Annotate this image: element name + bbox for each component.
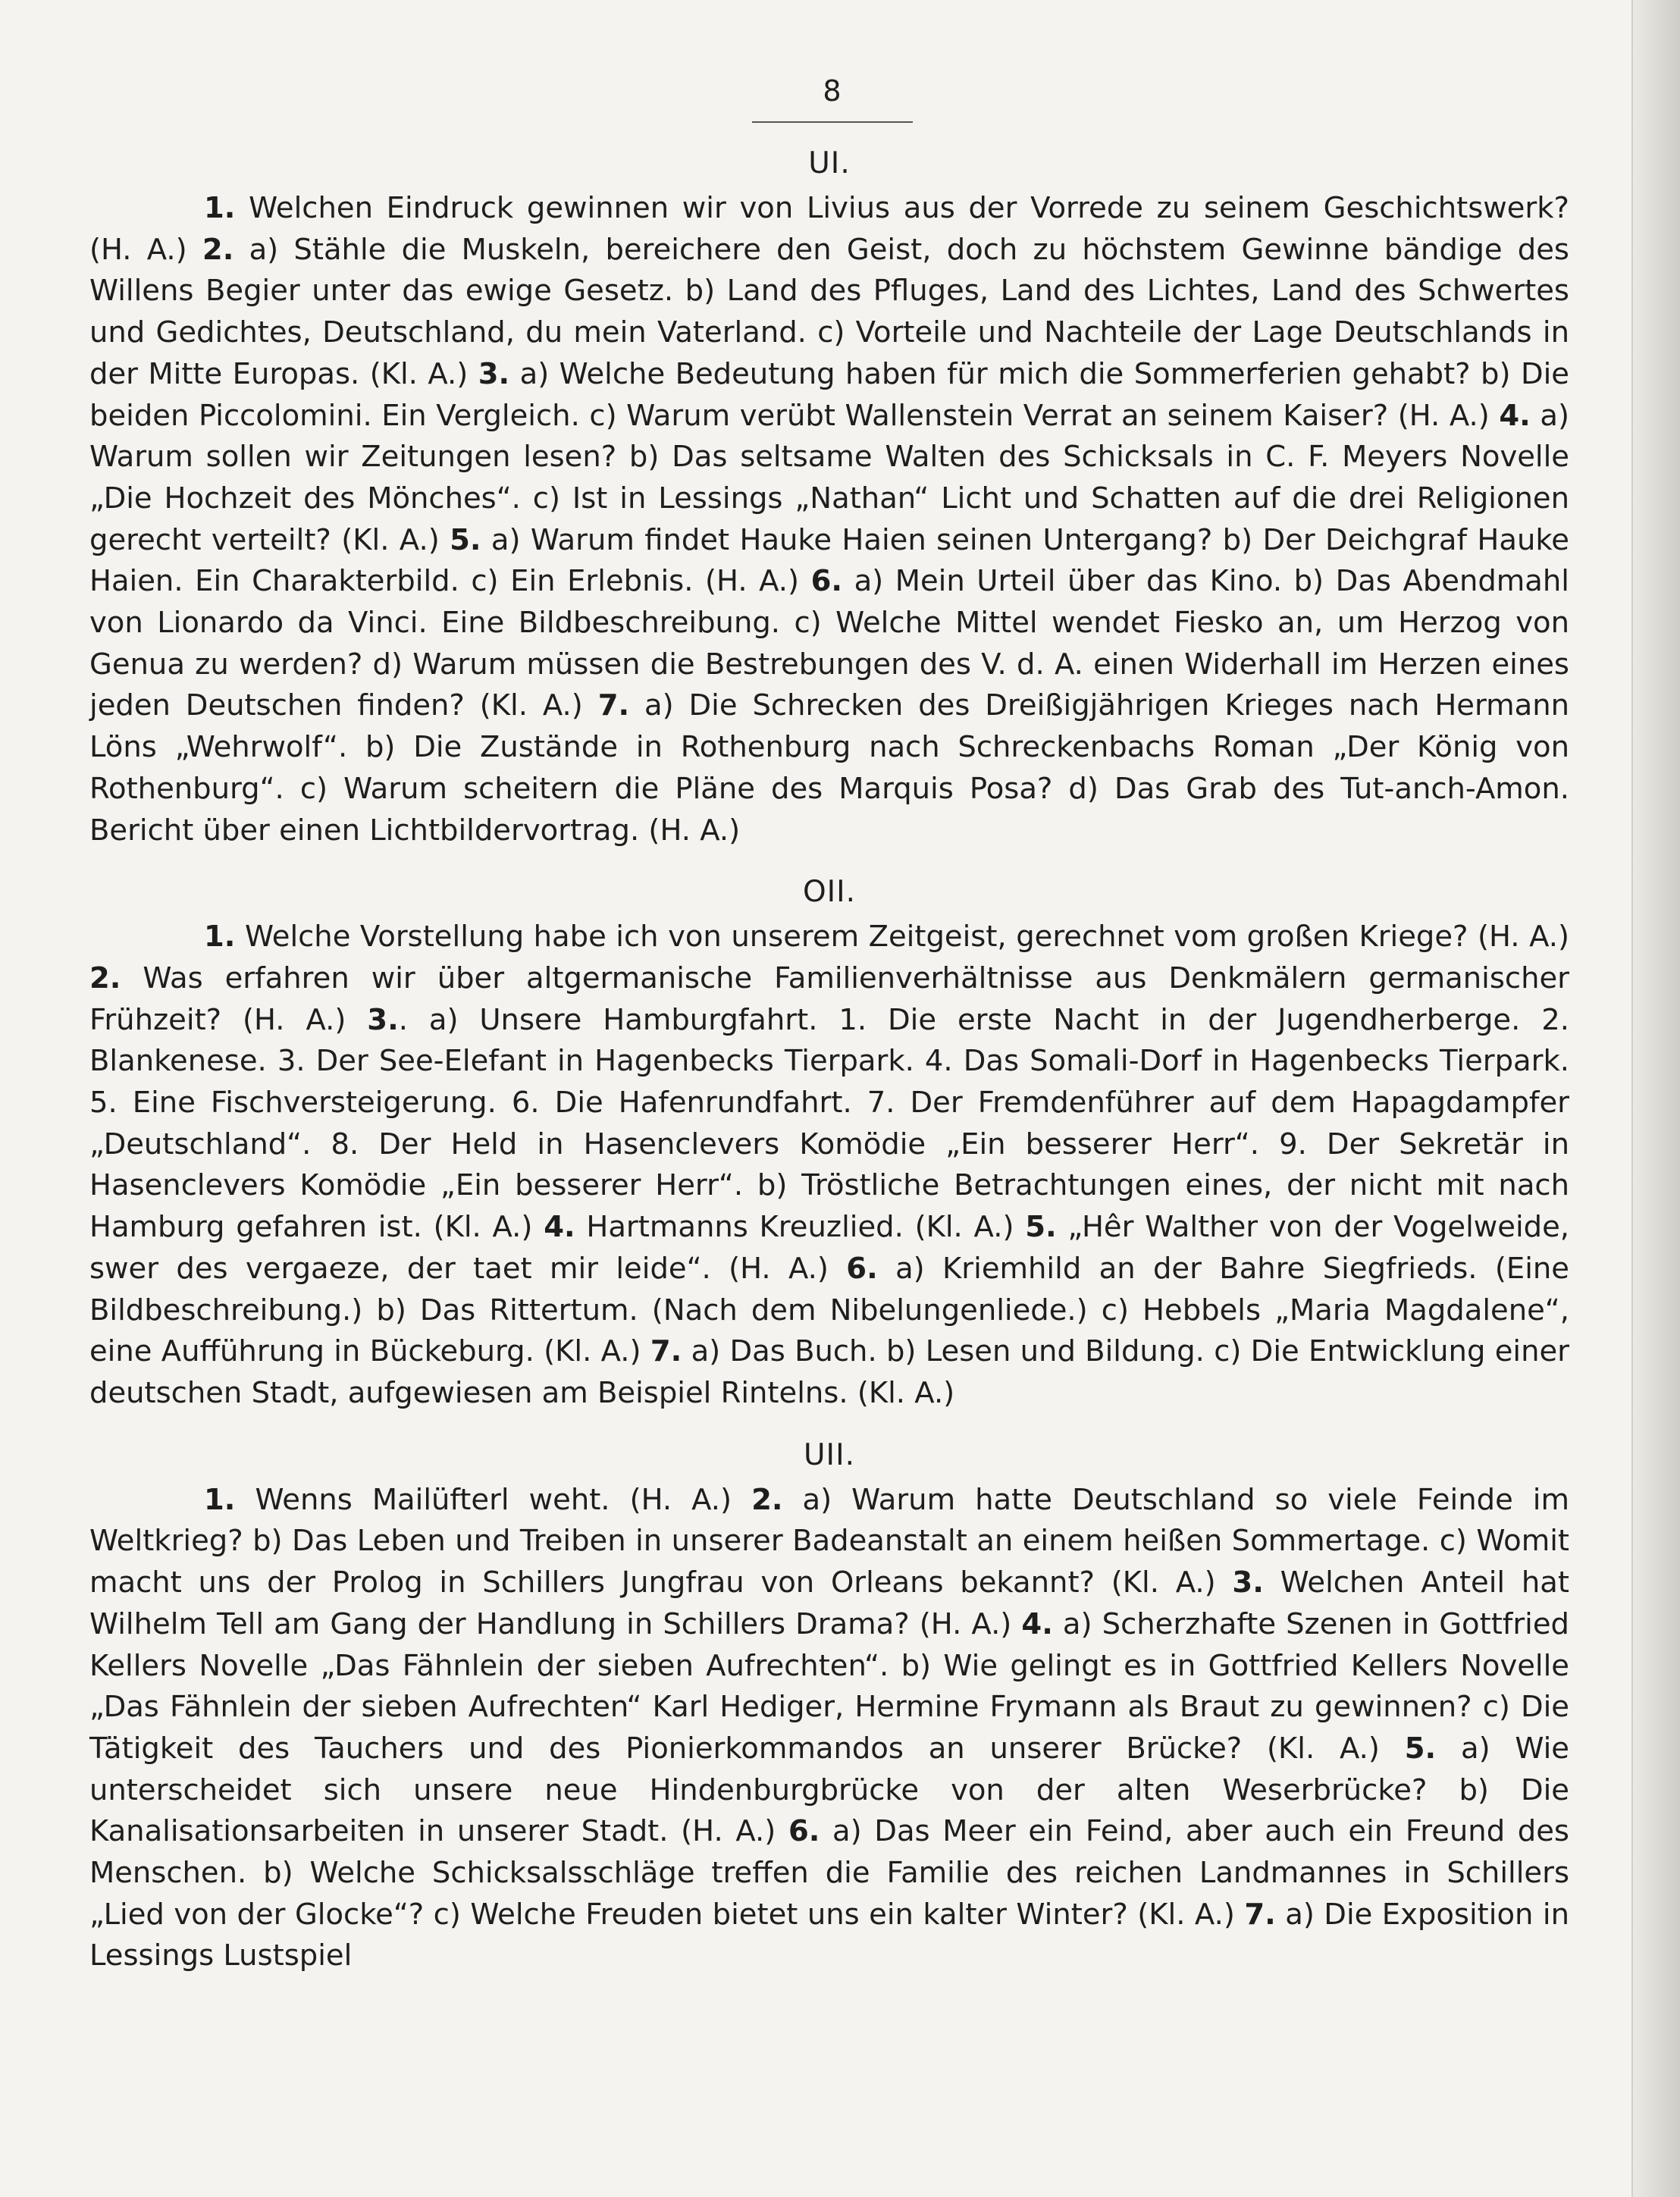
topic-number: 2. xyxy=(751,1482,783,1517)
topic-text: a) Das Meer ein Feind, aber auch ein Freund des Menschen. b) Welche Schicksalsschläge treffen die Familie des reichen Landmannes in Schillers „Lied von der Glocke“? c) Welche Freuden bietet uns ein kalter Winter? (Kl. A.) xyxy=(89,1814,1569,1932)
topic-item xyxy=(204,1483,751,1517)
topic-text: a) Das Buch. b) Lesen und Bildung. c) Die Entwicklung einer deutschen Stadt, aufgewiesen am Beispiel Rintelns. (Kl. A.) xyxy=(89,1334,1569,1410)
topic-number: 7. xyxy=(597,688,630,723)
page-number: 8 xyxy=(823,74,842,108)
section-body xyxy=(89,188,1569,851)
topic-number: 2. xyxy=(89,961,121,995)
topic-number: 5. xyxy=(1025,1210,1057,1245)
section-heading: UI. xyxy=(808,146,851,180)
topic-number: 3. xyxy=(478,356,510,391)
topic-number: 1. xyxy=(204,191,236,225)
topic-text: a) Warum sollen wir Zeitungen lesen? b) Das seltsame Walten des Schicksals in C. F. Meyers Novelle „Die Hochzeit des Mönches“. c) Ist in Lessings „Nathan“ Licht und Schatten auf die drei Religionen gerecht verteilt? (Kl. A.) xyxy=(89,398,1570,557)
topic-number: 6. xyxy=(846,1251,878,1286)
topic-text: Welchen Eindruck gewinnen wir von Livius aus der Vorrede zu seinem Geschichtswerk? (H. A.) xyxy=(89,191,1569,267)
topic-number: 3. xyxy=(367,1002,399,1037)
page-edge-shadow xyxy=(1631,0,1680,2197)
topic-item xyxy=(89,1003,1569,1245)
topic-item xyxy=(204,920,1569,954)
section-body xyxy=(89,1480,1569,1977)
section-uii xyxy=(89,1433,1569,1977)
topic-text: a) Mein Urteil über das Kino. b) Das Abendmahl von Lionardo da Vinci. Eine Bildbeschreibung. c) Welche Mittel wendet Fiesko an, um Herzog von Genua zu werden? d) Warum müssen die Bestrebungen des V. d. A. einen Widerhall im Herzen eines jeden Deutschen finden? (Kl. A.) xyxy=(89,564,1569,723)
topic-number: 7. xyxy=(650,1334,682,1369)
topic-text: a) Warum findet Hauke Haien seinen Untergang? b) Der Deichgraf Hauke Haien. Ein Charakterbild. c) Ein Erlebnis. (H. A.) xyxy=(89,522,1569,599)
topic-number: 4. xyxy=(544,1210,575,1245)
topic-number: 2. xyxy=(202,232,234,267)
topic-text: Was erfahren wir über altgermanische Familienverhältnisse aus Denkmälern germanischer Frühzeit? (H. A.) xyxy=(89,961,1569,1037)
topic-number: 6. xyxy=(810,564,843,599)
topic-text: a) Welche Bedeutung haben für mich die Sommerferien gehabt? b) Die beiden Piccolomini. Ein Vergleich. c) Warum verübt Wallenstein Verrat an seinem Kaiser? (H. A.) xyxy=(89,356,1569,433)
topic-number: 6. xyxy=(788,1814,820,1849)
section-body xyxy=(89,917,1569,1414)
topic-text: Welche Vorstellung habe ich von unserem Zeitgeist, gerechnet vom großen Kriege? (H. A.) xyxy=(235,920,1569,954)
topic-number: 1. xyxy=(204,920,236,954)
topic-text: a) Kriemhild an der Bahre Siegfrieds. (Eine Bildbeschreibung.) b) Das Rittertum. (Nach dem Nibelungenliede.) c) Hebbels „Maria Magdalene“, eine Aufführung in Bückeburg. (Kl. A.) xyxy=(89,1251,1569,1369)
topic-text: a) Stähle die Muskeln, bereichere den Geist, doch zu höchstem Gewinne bändige des Willens Begier unter das ewige Gesetz. b) Land des Pfluges, Land des Lichtes, Land des Schwertes und Gedichtes, Deutschland, du mein Vaterland. c) Vorteile und Nachteile der Lage Deutschlands in der Mitte Europas. (Kl. A.) xyxy=(89,232,1569,391)
topic-text: a) Die Schrecken des Dreißigjährigen Krieges nach Hermann Löns „Wehrwolf“. b) Die Zustände in Rothenburg nach Schreckenbachs Roman „Der König von Rothenburg“. c) Warum scheitern die Pläne des Marquis Posa? d) Das Grab des Tut-anch-Amon. Bericht über einen Lichtbildervortrag. (H. A.) xyxy=(89,688,1569,848)
topic-number: 1. xyxy=(204,1482,236,1517)
topic-text: a) Wie unterscheidet sich unsere neue Hindenburgbrücke von der alten Weserbrücke? b) Die Kanalisationsarbeiten in unserer Stadt. (H. A.) xyxy=(89,1731,1569,1849)
topic-text: „Hêr Walther von der Vogelweide, swer des vergaeze, der taet mir leide“. (H. A.) xyxy=(89,1210,1570,1286)
topic-number: 4. xyxy=(1021,1606,1053,1641)
topic-text: a) Warum hatte Deutschland so viele Feinde im Weltkrieg? b) Das Leben und Treiben in unserer Badeanstalt an einem heißen Sommertage. c) Womit macht uns der Prolog in Schillers Jungfrau von Orleans bekannt? (Kl. A.) xyxy=(89,1482,1570,1600)
topic-text: a) Scherzhafte Szenen in Gottfried Kellers Novelle „Das Fähnlein der sieben Aufrechten“. b) Wie gelingt es in Gottfried Kellers Novelle „Das Fähnlein der sieben Aufrechten“ Karl Hediger, Hermine Frymann als Braut zu gewinnen? c) Die Tätigkeit des Tauchers und des Pionierkommandos an unserer Brücke? (Kl. A.) xyxy=(89,1606,1570,1766)
topic-number: 5. xyxy=(450,522,481,557)
topic-number: 7. xyxy=(1244,1897,1276,1932)
topic-text: Hartmanns Kreuzlied. (Kl. A.) xyxy=(575,1210,1026,1245)
topic-number: 3. xyxy=(1232,1565,1264,1600)
section-heading: UII. xyxy=(804,1437,855,1472)
topic-text: . a) Unsere Hamburgfahrt. 1. Die erste Nacht in der Jugendherberge. 2. Blankenese. 3. Der See-Elefant in Hagenbecks Tierpark. 4. Das Somali-Dorf in Hagenbecks Tierpark. 5. Eine Fischversteigerung. 6. Die Hafenrundfahrt. 7. Der Fremdenführer auf dem Hapagdampfer „Deutschland“. 8. Der Held in Hasenclevers Komödie „Ein besserer Herr“. 9. Der Sekretär in Hasenclevers Komödie „Ein besserer Herr“. b) Tröstliche Betrachtungen eines, der nicht mit nach Hamburg gefahren ist. (Kl. A.) xyxy=(89,1002,1569,1245)
topic-number: 5. xyxy=(1404,1731,1437,1766)
document-body xyxy=(89,141,1569,1977)
section-heading: OII. xyxy=(802,875,857,910)
section-ui xyxy=(89,141,1569,851)
topic-text: Wenns Mailüfterl weht. (H. A.) xyxy=(235,1482,752,1517)
section-oii xyxy=(89,870,1569,1414)
topic-text: a) Die Exposition in Lessings Lustspiel xyxy=(89,1897,1569,1973)
topic-text: Welchen Anteil hat Wilhelm Tell am Gang der Handlung in Schillers Drama? (H. A.) xyxy=(89,1565,1569,1641)
topic-item xyxy=(544,1210,1025,1244)
topic-number: 4. xyxy=(1499,398,1531,433)
page-number-rule xyxy=(752,121,913,123)
